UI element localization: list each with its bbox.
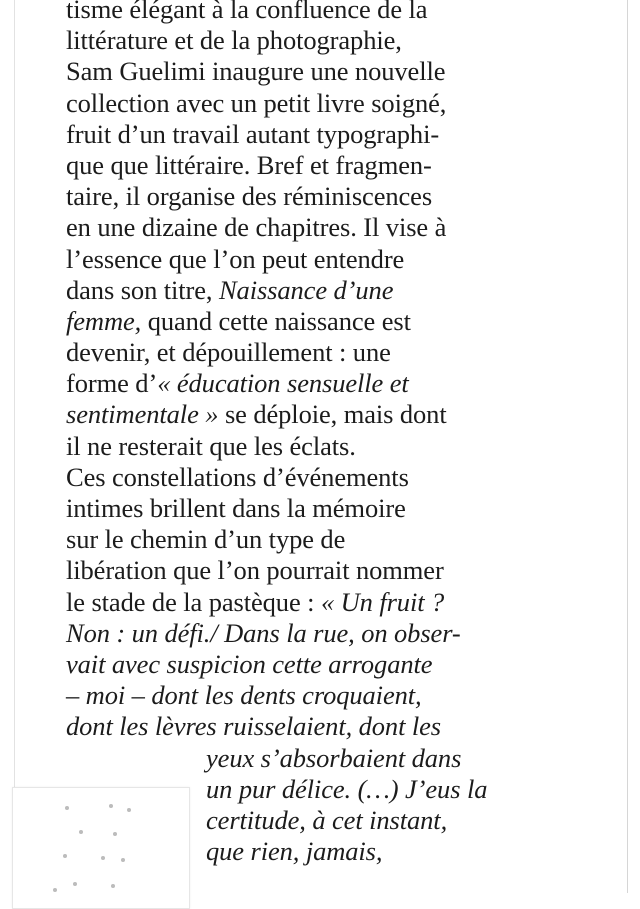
body-text: Sam Guelimi inaugure une nouvelle — [66, 56, 446, 87]
italic-text: Non : un défi./ Dans la rue, on obser- — [66, 617, 461, 648]
article-line — [66, 150, 526, 181]
italic-text: yeux s’absorbaient dans — [206, 742, 462, 773]
italic-text: dont les lèvres ruisselaient, dont les — [66, 711, 442, 742]
body-text: dans son titre, — [66, 274, 219, 305]
body-text: intimes brillent dans la mémoire — [66, 493, 406, 523]
body-text: quand cette naissance est — [141, 305, 411, 336]
article-line — [66, 275, 526, 306]
body-text: le stade de la pastèque : — [66, 586, 321, 617]
photo-speck — [101, 856, 105, 860]
article-line — [66, 524, 526, 555]
article-line — [66, 244, 526, 275]
body-text: fruit d’un travail autant typographi- — [66, 118, 440, 149]
article-line — [66, 56, 526, 87]
article-line — [66, 181, 526, 212]
article-line — [66, 337, 526, 368]
article-line — [66, 119, 526, 150]
body-text: se déploie, mais dont — [218, 399, 447, 430]
body-text: forme d’ — [66, 368, 158, 399]
photo-speck — [121, 858, 125, 862]
body-text: tisme élégant à la confluence de la — [66, 0, 428, 24]
italic-text: « Un fruit ? — [320, 586, 445, 617]
article-line — [66, 587, 526, 618]
body-text: il ne resterait que les éclats. — [66, 430, 356, 461]
article-line — [66, 0, 526, 25]
italic-text: vait avec suspicion cette arrogante — [66, 648, 433, 679]
article-line — [66, 493, 526, 524]
article-line — [66, 88, 526, 119]
photo-speck — [63, 854, 67, 858]
article-line — [66, 649, 526, 680]
article-line — [66, 431, 526, 462]
body-text: littérature et de la photographie, — [66, 25, 402, 56]
body-text: collection avec un petit livre soigné, — [66, 87, 447, 118]
photo-speck — [79, 830, 83, 834]
body-text: l’essence que l’on peut entendre — [66, 243, 405, 274]
italic-text: femme, — [66, 305, 142, 336]
photo-speck — [65, 806, 69, 810]
photo-speck — [111, 884, 115, 888]
italic-text: que rien, jamais, — [206, 836, 383, 867]
photo-speck — [113, 832, 117, 836]
photo-speck — [109, 804, 113, 808]
article-line — [66, 462, 526, 493]
italic-text: certitude, à cet instant, — [206, 804, 448, 835]
article-line — [66, 618, 526, 649]
body-text: taire, il organise des réminiscences — [66, 181, 433, 212]
page-left-edge — [14, 0, 15, 893]
article-text-column — [66, 0, 526, 867]
italic-text: Naissance d’une — [218, 274, 394, 305]
article-line — [66, 680, 526, 711]
body-text: en une dizaine de chapitres. Il vise à — [66, 212, 447, 243]
italic-text: – moi – dont les dents croquaient, — [66, 680, 422, 711]
body-text: devenir, et dépouillement : une — [66, 337, 391, 368]
italic-text: « éducation sensuelle et — [157, 368, 409, 399]
photo-speck — [127, 808, 131, 812]
body-text: libération que l’on pourrait nommer — [66, 555, 444, 586]
article-line — [66, 743, 526, 774]
article-line — [66, 555, 526, 586]
article-line — [66, 212, 526, 243]
body-text: Ces constellations d’événements — [66, 461, 409, 492]
italic-text: un pur délice. (…) J’eus la — [206, 773, 488, 804]
article-line — [66, 368, 526, 399]
body-text: que que littéraire. Bref et fragmen- — [66, 149, 432, 180]
italic-text: sentimentale » — [66, 399, 219, 430]
photo-speck — [73, 882, 77, 886]
article-line — [66, 711, 526, 742]
article-line — [66, 399, 526, 430]
article-line — [66, 25, 526, 56]
article-line — [66, 306, 526, 337]
inset-photo — [12, 787, 190, 909]
page-right-edge — [627, 0, 628, 893]
body-text: sur le chemin d’un type de — [66, 524, 346, 555]
photo-speck — [53, 888, 57, 892]
